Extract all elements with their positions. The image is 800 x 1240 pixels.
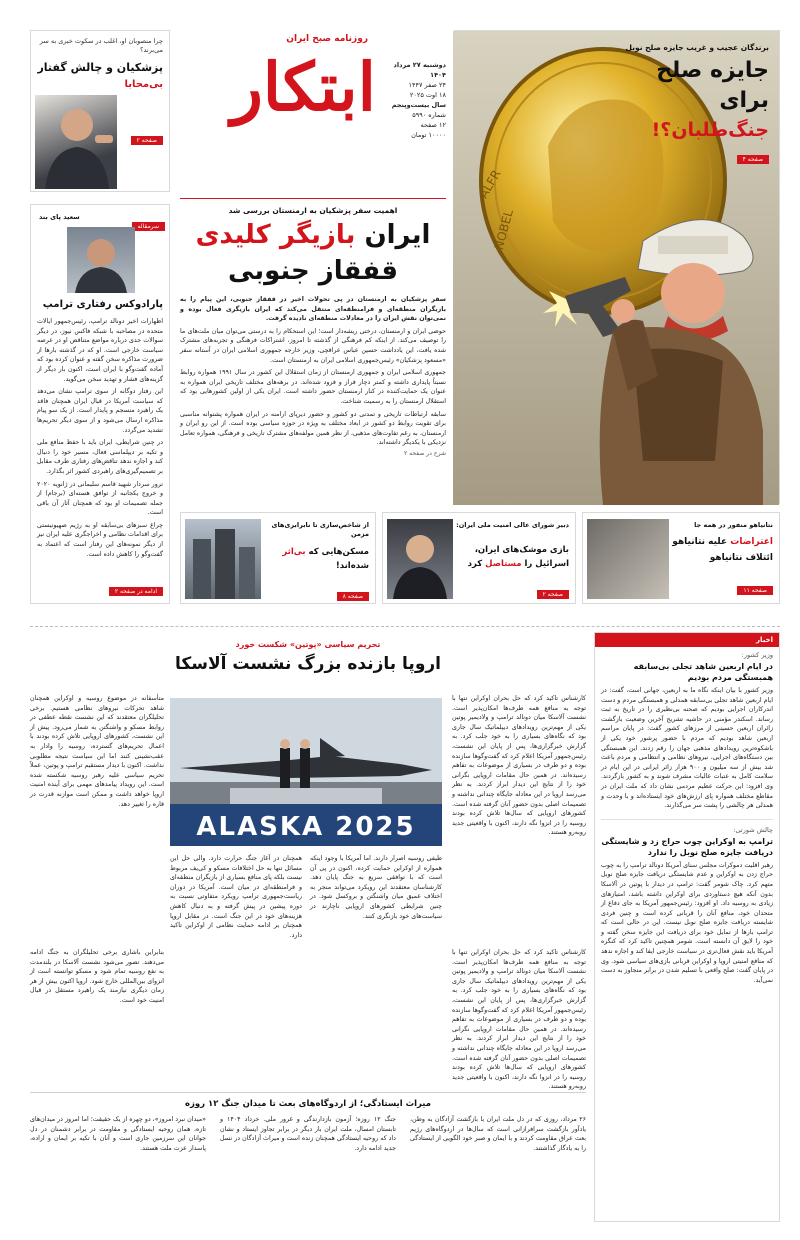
- opinion-author: سعید پای بند: [39, 213, 80, 221]
- masthead-issue: شماره ۵۹۹۰: [412, 111, 446, 119]
- alaska-title: اروپا بازنده بزرگ نشست آلاسکا: [174, 654, 441, 674]
- masthead-rule: [180, 198, 446, 199]
- lead-paragraph-1: سفر پزشکیان به ارمنستان در پی تحولات اخیر در قفقاز جنوبی، این پیام را به بازیگران منطقه‌ای و فرامنطقه‌ای منتقل می‌کند که ایران بازیگری فعال بوده و نمی‌توان نقش ایران را در معادلات منطقه‌ای نادیده گرفت.: [180, 296, 446, 323]
- cartoon-kicker: برندگان عجیب و غریب جایزه صلح نوبل: [625, 43, 769, 52]
- teaser-kicker: چرا منصوبان او، اغلب در سکوت خبری به سر می‌برند؟: [39, 37, 163, 54]
- promo-1-title-line1: [672, 537, 773, 547]
- news-item-2: [595, 824, 779, 988]
- bottom-col-2: جنگ ۱۲ روزه؛ آزمون بازدارندگی و غرور ملی. خرداد ۱۴۰۴ و تابستان امسال، ملت ایران بار دیگر در برابر تجاوز ایستاد و نشان داد که روحیه ایستادگی همچنان زنده است و میراث آزادگان در نسل جدید ادامه دارد.: [220, 1116, 396, 1152]
- alaska-col-2: متأسفانه در موضوع روسیه و اوکراین همچنان شاهد تحرکات نیروهای نظامی هستیم. برخی تحلیلگران معتقدند که این نشست نقطه عطفی در روابط مسکو و واشنگتن به شمار می‌رود. پیش از این نشست، کشورهای اروپایی تلاش کرده بودند با اعمال تحریم‌های گسترده، روسیه را وادار به عقب‌نشینی کنند اما این سیاست نتیجه مطلوبی نداشت. اکنون با دیدار مستقیم ترامپ و پوتین، عملاً تحریم سیاسی علیه رهبر روسیه شکسته شده است. این رویداد پیامدهای مهمی برای آینده امنیت اروپا خواهد داشت و ممکن است موازنه قدرت در قاره را تغییر دهد.: [30, 695, 164, 808]
- section-divider: [30, 626, 780, 627]
- lead-paragraph-3: جمهوری اسلامی ایران و جمهوری ارمنستان از زمان استقلال این کشور در سال ۱۹۹۱ همواره روابط نسبتاً پایداری داشته و کمتر دچار فراز و فرود شده‌اند. در برهه‌های مختلف تاریخی ایران همواره به عنوان یک حمایت‌کننده در کنار ارمنستان حضور داشته است. ایران یکی از اولین کشورهایی بود که استقلال ارمنستان را به رسمیت شناخت.: [180, 369, 446, 405]
- news-separator: [601, 819, 773, 820]
- news-item-2-title: ترامپ به اوکراین چوب حراج زد و شایستگی دریافت جایزه صلح نوبل را ندارد: [601, 836, 773, 857]
- masthead-date-greg: ۱۸ اوت ۲۰۲۵: [409, 91, 446, 99]
- promo-2[interactable]: [382, 512, 576, 604]
- masthead-logo: ابتکار: [230, 48, 376, 126]
- opinion-paragraph-2: این رفتار دوگانه از سوی ترامپ نشان می‌دهد که سیاست آمریکا در قبال ایران همچنان فاقد یک راهبرد منسجم و پایدار است. از یک سو پیام مذاکره ارسال می‌شود و از سوی دیگر تحریم‌ها تشدید می‌گردد.: [37, 388, 163, 434]
- news-column: [594, 632, 780, 1222]
- cartoon-title-line1: جایزه صلح: [656, 58, 769, 83]
- masthead-year: سال بیست‌وپنجم: [391, 101, 446, 109]
- promo-3-title-b: بی‌اثر: [282, 547, 306, 557]
- news-header: [595, 633, 779, 647]
- promo-1[interactable]: [582, 512, 780, 604]
- promo-1-title-line2: ائتلاف نتانیاهو: [709, 553, 773, 563]
- promo-1-page-ref: صفحه ۱۱: [737, 577, 773, 596]
- promo-1-title-a: اعتراضات: [730, 537, 773, 547]
- opinion-box: [30, 204, 170, 604]
- opinion-author-photo: [67, 227, 135, 293]
- news-item-1-body: وزیر کشور با بیان اینکه نگاه ما به اربعین، جهانی است، گفت: در ایام اربعین شاهد تجلی بی‌سابقه همدلی و همبستگی مردم و دست اندرکاران اجرایی بودیم که صحنه بی‌نظیری را در تاریخ به ثبت رساند. اسکندر مؤمنی در حاشیه تشریح آخرین وضعیت بازگشت زائران اربعین حسینی از مرزهای کشور گفت: در پایان مراسم اربعین شاهد بودیم که مردم با حضور پرشور خود یکی از باشکوه‌ترین رویدادهای مذهبی جهان را رقم زدند. این همبستگی بین دستگاه‌های اجرایی، نیروهای نظامی و انتظامی و مردم باعث شد بیش از سه میلیون و ۹۰۰ هزار زائر ایرانی در این ایام در سلامت کامل به عتبات عالیات مشرف شوند و به کشور بازگردند. وی افزود: این حرکت عظیم مردمی نشان داد که ملت ایران در مقاطع مختلف همواره پای ارزش‌های خود ایستاده‌اند و با وحدت و همدلی هر چالشی را پشت سر می‌گذارند.: [601, 687, 773, 810]
- masthead-logo-sub: روزنامه صبح ایران: [286, 34, 368, 44]
- alaska-photo-caption: ALASKA 2025: [196, 812, 416, 842]
- alaska-kicker: تحریم سیاسی «پوتین» شکست خورد: [235, 640, 381, 649]
- lead-block: [180, 204, 446, 504]
- lead-paragraph-4: سابقه ارتباطات تاریخی و تمدنی دو کشور و حضور دیرپای ارامنه در ایران همواره پشتوانه مناسبی برای تقویت روابط دو کشور در ابعاد مختلف به ویژه در حوزه سیاسی بوده است. از این رو ایران و ارمنستان، به رغم تفاوت‌های مذهبی، از نظر همین مولفه‌های مشترک تاریخی و فرهنگی، همواره تعامل نزدیکی با یکدیگر داشته‌اند.: [180, 410, 446, 447]
- lead-title-part1: ایران: [364, 220, 431, 250]
- promo-1-title-b: علیه نتانیاهو: [672, 537, 728, 547]
- bottom-title: میراث ایستادگی؛ از اردوگاه‌های بعث تا میدان جنگ ۱۲ روزه: [184, 1099, 432, 1109]
- promo-2-title-b: مستاصل: [485, 559, 522, 569]
- alaska-col-1: کارشناس تاکید کرد که حل بحران اوکراین تنها با توجه به منافع همه طرف‌ها امکان‌پذیر است. نشست آلاسکا میان دونالد ترامپ و ولادیمیر پوتین یکی از مهم‌ترین رویدادهای دیپلماتیک سال جاری بود که نگاه‌های بسیاری را به خود جلب کرد. به گزارش خبرگزاری‌ها، پس از پایان این نشست، رئیس‌جمهور آمریکا اعلام کرد که گفت‌وگوها سازنده بوده و دو طرف در بسیاری از موضوعات به تفاهم رسیده‌اند. در همین حال مقامات اروپایی نگرانی خود را از نتایج این دیدار ابراز کردند. به نظر می‌رسد اروپا در این معادله جایگاه چندانی نداشته و تصمیمات اصلی بدون حضور آنان گرفته شده است. کشورهای اروپایی که سال‌ها تلاش کرده بودند روسیه را در انزوا نگه دارند، اکنون با واقعیتی جدید روبه‌رو هستند.: [452, 695, 586, 837]
- promo-3-photo: [185, 519, 261, 599]
- alaska-col-5: بنابراین باشاری برخی تحلیلگران به جنگ ادامه می‌دهند. تصور می‌شود نشست آلاسکا در بلندمدت به نفع روسیه تمام شود و مسکو توانسته است از انزوای بین‌المللی خارج شود. اروپا اکنون بیش از هر زمان دیگری نیازمند یک راهبرد مستقل در قبال امنیت خود است.: [30, 949, 164, 1004]
- masthead-date-hijri: ۲۴ صفر ۱۴۴۷: [408, 81, 446, 89]
- promo-2-photo: [387, 519, 453, 599]
- promo-3-kicker: از شاخص‌سازی تا نابرابری‌های مزمن: [271, 521, 369, 538]
- promo-3[interactable]: [180, 512, 376, 604]
- masthead-info: [376, 60, 446, 140]
- promo-2-title-line1: بازی موشک‌های ایران،: [474, 545, 569, 555]
- promo-2-title-a: اسرائیل را: [524, 559, 569, 569]
- cartoon-text-block: [599, 43, 769, 165]
- cartoon-page-ref: صفحه ۴: [599, 146, 769, 165]
- opinion-paragraph-5: چراغ سبزهای بی‌سابقه او به رژیم صهیونیستی برای اقدامات نظامی و اخراجگری علیه ایران نیز از دیگر نمونه‌های این رفتار است که اعتماد به گفت‌وگو را کاهش داده است.: [37, 521, 163, 558]
- svg-text:NOBEL: NOBEL: [491, 208, 516, 252]
- opinion-paragraph-1: اظهارات اخیر دونالد ترامپ، رئیس‌جمهور ایالات متحده در مصاحبه با شبکه فاکس نیوز، در دیگر سوالات جدی درباره مواضع متناقض او در عرصه سیاست خارجی است. او که در گذشته بارها از ضرورت مذاکره سخن گفته و عنوان کرده بود که آماده گفت‌وگو با ایران است، اکنون بار دیگر از گزینه‌های فشار و تهدید سخن می‌گوید.: [37, 318, 163, 383]
- promo-3-title-line2: شده‌اند!: [335, 561, 369, 571]
- opinion-paragraph-3: در چنین شرایطی، ایران باید با حفظ منافع ملی و تکیه بر دیپلماسی فعال، مسیر خود را دنبال کند و اجازه ندهد تناقض‌های رفتاری طرف مقابل بر تصمیم‌گیری‌های راهبردی کشور اثر بگذارد.: [37, 439, 163, 475]
- lead-body: [180, 295, 446, 448]
- news-item-2-body: رهبر اقلیت دموکرات مجلس سنای آمریکا دونالد ترامپ را به چوب حراج زدن به اوکراین و عدم شایستگی دریافت جایزه صلح نوبل متهم کرد. چاک شومر گفت: ترامپ در دیدار با پوتین در آلاسکا بدون آنکه هیچ دستاوردی برای اوکراین داشته باشد، امتیازهای زیادی به روسیه داد. او افزود: رئیس‌جمهور آمریکا به جای دفاع از متحدان خود، منافع آنان را قربانی کرده است و چنین فردی شایسته دریافت جایزه صلح نوبل نیست. این در حالی است که ترامپ بارها از تمایل خود برای دریافت این جایزه سخن گفته و خود را لایق آن دانسته است. شومر همچنین تاکید کرد که کنگره آمریکا باید نقش فعال‌تری در سیاست خارجی ایفا کند و اجازه ندهد که منافع امنیتی اروپا و اوکراین قربانی بازی‌های سیاسی شود. وی در پایان گفت: صلح واقعی با تسلیم شدن در برابر متجاوز به دست نمی‌آید.: [601, 861, 773, 984]
- bottom-col-3: «میدان نبرد امروز»، دو چهره از یک حقیقت؛ اما امروز در میدان‌های تازه، همان روحیه ایستادگی و مقاومت در برابر دشمنان در دل جوانان این سرزمین جاری است و آنان با تکیه بر ایمان و اراده، پاسدار عزت ملت هستند.: [30, 1116, 206, 1152]
- masthead-pages: ۱۲ صفحه: [420, 121, 446, 129]
- lead-title-line2: قفقاز جنوبی: [228, 256, 398, 286]
- cartoon-box: [454, 30, 780, 504]
- promo-3-page-ref: صفحه ۸: [337, 583, 369, 602]
- opinion-body: [37, 317, 163, 559]
- alaska-col-6: کارشناس تاکید کرد که حل بحران اوکراین تنها با توجه به منافع همه طرف‌ها امکان‌پذیر است. نشست آلاسکا میان دونالد ترامپ و ولادیمیر پوتین یکی از مهم‌ترین رویدادهای دیپلماتیک سال جاری بود که نگاه‌های بسیاری را به خود جلب کرد. به گزارش خبرگزاری‌ها، پس از پایان این نشست، رئیس‌جمهور آمریکا اعلام کرد که گفت‌وگوها سازنده بوده و دو طرف در بسیاری از موضوعات به تفاهم رسیده‌اند. در همین حال مقامات اروپایی نگرانی خود را از نتایج این دیدار ابراز کردند. به نظر می‌رسد اروپا در این معادله جایگاه چندانی نداشته و تصمیمات اصلی بدون حضور آنان گرفته شده است. کشورهای اروپایی که سال‌ها تلاش کرده بودند روسیه را در انزوا نگه دارند، اکنون با واقعیتی جدید روبه‌رو هستند.: [452, 949, 586, 1091]
- masthead-price: ۱۰۰۰۰ تومان: [411, 131, 446, 139]
- lead-kicker: اهمیت سفر پزشکیان به ارمنستان بررسی شد: [228, 206, 398, 215]
- opinion-title: پارادوکس رفتاری ترامپ: [42, 299, 163, 310]
- alaska-col-4: طیفی روسیه اصرار دارند. اما آمریکا با وجود اینکه همواره از اوکراین حمایت کرده، اکنون در پی آن است که با توافقی سریع به جنگ پایان دهد. کارشناسان معتقدند این رویکرد می‌تواند منجر به اختلاف عمیق میان واشنگتن و بروکسل شود. در چنین شرایطی کشورهای اروپایی ناچارند در سیاست‌های خود بازنگری کنند.: [310, 855, 442, 920]
- promo-1-kicker: نتانیاهو منفور در همه جا: [694, 521, 773, 529]
- bottom-story: [30, 1092, 586, 1222]
- promo-1-photo: [587, 519, 669, 599]
- cartoon-title-line2: برای: [719, 88, 769, 113]
- promo-2-title-line2: [468, 559, 569, 569]
- lead-continue: شرح در صفحه ۲: [404, 449, 446, 457]
- news-item-1: [595, 647, 779, 815]
- promo-3-title-line1: [282, 547, 369, 557]
- promo-2-kicker: دبیر شورای عالی امنیت ملی ایران:: [456, 521, 569, 529]
- alaska-photo: [170, 698, 442, 846]
- lead-title-part2: بازیگر کلیدی: [195, 220, 356, 250]
- alaska-story: [30, 632, 586, 1090]
- news-header-label: اخبار: [756, 636, 773, 644]
- promo-3-title-a: مسکن‌هایی که: [308, 547, 369, 557]
- promo-2-page-ref: صفحه ۲: [537, 581, 569, 600]
- news-item-1-kicker: وزیر کشور:: [741, 651, 773, 659]
- news-item-2-kicker: چالش شورتی:: [733, 825, 773, 834]
- opinion-continue: ادامه در صفحه ۲: [109, 578, 163, 597]
- opinion-paragraph-4: ترور سردار شهید قاسم سلیمانی در ژانویه ۲۰۲۰ و خروج یکجانبه از توافق هسته‌ای (برجام) از جمله تصمیمات او بود که همچنان آثار آن باقی است.: [37, 480, 163, 517]
- alaska-col-3: همچنان در آغاز جنگ حرارت دارد. والی حل این مسائل تنها به حل اختلافات مسکو و کی‌یف مربوط نیست بلکه پای منافع بسیاری از بازیگران منطقه‌ای و فرامنطقه‌ای در میان است. آمریکا در دوران ریاست‌جمهوری ترامپ رویکرد متفاوتی نسبت به دوره پیشین در پیش گرفته و به دنبال کاهش هزینه‌های خود در این جنگ است. در مقابل اروپا همچنان بر ادامه حمایت نظامی از اوکراین تاکید دارد.: [170, 855, 302, 939]
- promo-2-title-c: کرد: [467, 559, 483, 569]
- opinion-tag: سرمقاله: [132, 213, 165, 232]
- masthead-date-fa: دوشنبه ۲۷ مرداد ۱۴۰۴: [393, 61, 446, 79]
- bottom-col-1: ۲۶ مرداد، روزی که در دل ملت ایران با بازگشت آزادگان به وطن، یادآور بازگشت سرافرازانی است که سال‌ها در اردوگاه‌های رژیم بعث عراق مقاومت کردند و با ایمان و صبر خود الگویی از ایستادگی را به یادگار گذاشتند.: [410, 1116, 586, 1152]
- lead-paragraph-2: حوضی ایران و ارمنستان، درختی ریشه‌دار است؛ این استحکام را به درستی می‌توان میان ملت‌های ما را توصیف می‌کند. از اینکه کم فرهنگی از گذشته تا امروز، اشتراکات فرهنگی و تجربه‌های مشترک شده یافت، این یادداشت حسین عباس عراقچی، وزیر خارجه جمهوری اسلامی ایران در آستانه سفر «مسعود پزشکیان» رئیس‌جمهوری اسلامی ایران به ارمنستان است.: [180, 327, 446, 364]
- cartoon-title-line3: جنگ‌طلبان؟!: [651, 119, 769, 141]
- teaser-top-box: [30, 30, 170, 192]
- lead-title-line1: [180, 217, 446, 253]
- svg-text:ALFR: ALFR: [476, 167, 504, 201]
- teaser-title: پزشکیان و چالش گفتار: [37, 61, 163, 74]
- teaser-page-ref: صفحه ۲: [131, 127, 163, 146]
- news-item-1-title: در ایام اربعین شاهد تجلی بی‌سابقه همبستگی مردم بودیم: [633, 662, 773, 682]
- teaser-subtitle: بی‌محابا: [124, 79, 163, 90]
- teaser-photo: [35, 95, 117, 189]
- masthead: [180, 30, 446, 200]
